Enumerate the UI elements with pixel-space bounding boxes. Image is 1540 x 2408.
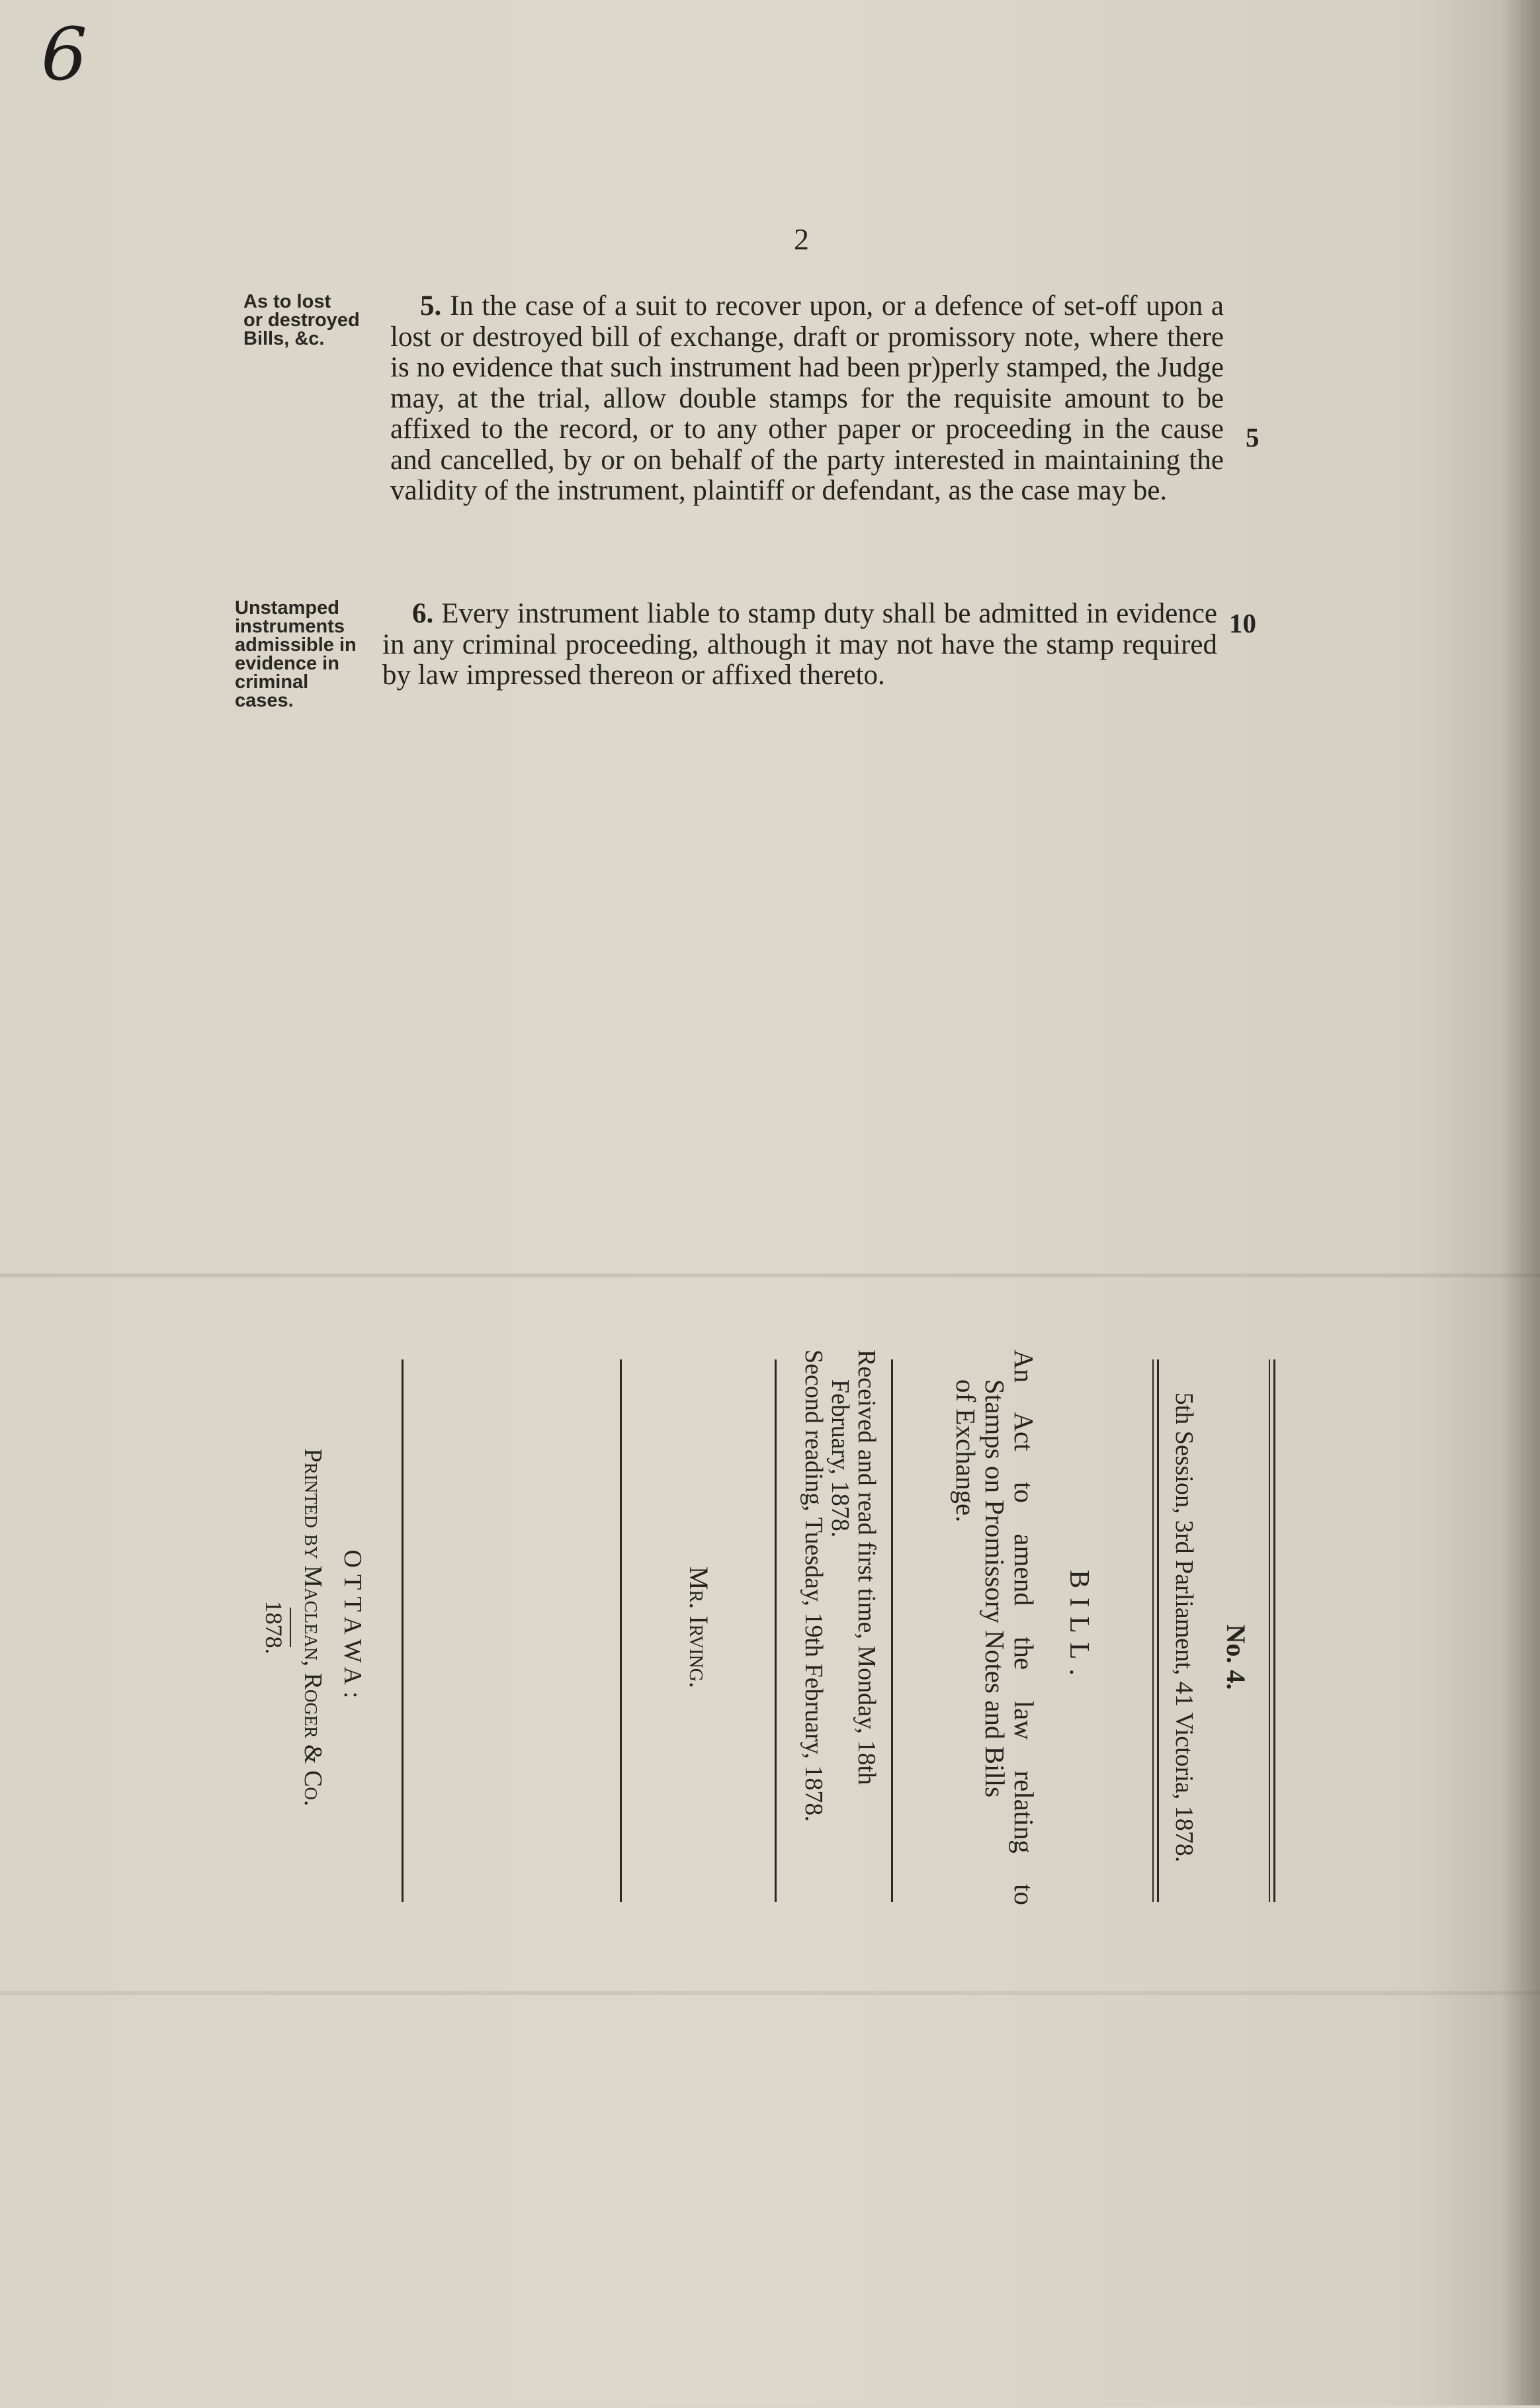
- section-text: Every instrument liable to stamp duty shall be admitted in evidence in any criminal proceeding, although it may not have the stamp required by law impressed thereon or affixed thereto.: [382, 598, 1217, 691]
- rule: [1273, 1359, 1275, 1902]
- margin-note-line: Bills, &c.: [243, 328, 325, 349]
- member-name: Mr. Irving.: [684, 1567, 714, 1688]
- bill-number: No. 4.: [1221, 1624, 1251, 1690]
- place: OTTAWA:: [339, 1549, 366, 1705]
- corner-handwritten-mark: 6: [41, 12, 87, 97]
- line-number-5: 5: [1246, 422, 1260, 452]
- margin-note-line: cases.: [235, 690, 294, 711]
- section-text: In the case of a suit to recover upon, or a defence of set-off upon a lost or destroyed bill of exchange, draft or promissory note, where there is no evidence that such instrument had been pr)perly stamped, the Judge may, at the trial, allow double stamps for the requisite amount to be affixed to the record, or to any other paper or proceeding in the cause and cancelled, by or on behalf of the party interested in maintaining the validity of the instrument, plaintiff or defendant, as the case may be.: [390, 290, 1224, 506]
- session-line: 5th Session, 3rd Parliament, 41 Victoria, 1878.: [1170, 1392, 1198, 1863]
- section-number: 5.: [420, 290, 442, 322]
- bill-title: [951, 1336, 1039, 1918]
- rule: [1157, 1359, 1159, 1902]
- back-cover: [212, 1336, 1251, 2408]
- margin-note-line: evidence in: [235, 653, 339, 674]
- margin-note-line: admissible in: [235, 634, 357, 656]
- margin-note-line: instruments: [235, 616, 345, 637]
- section-6-paragraph: [382, 599, 1217, 691]
- reading-line: Second reading, Tuesday, 19th February, 1878.: [800, 1350, 828, 1822]
- back-cover-rotated: [212, 1336, 1283, 1918]
- bill-title-line: of Exchange.: [951, 1379, 981, 1523]
- bill-title-line: An Act to amend the law relating to: [1009, 1350, 1039, 1905]
- paper-fold: [0, 1273, 1540, 1277]
- margin-note-line: criminal: [235, 671, 309, 693]
- margin-note-line: Unstamped: [235, 597, 339, 619]
- reading-line: Received and read first time, Monday, 18th: [853, 1350, 880, 1785]
- rule: [1269, 1359, 1270, 1902]
- page-edge-shadow: [1502, 0, 1540, 2405]
- reading-record: [800, 1336, 880, 1918]
- margin-note-section-6: [235, 599, 357, 710]
- margin-note-section-5: [243, 292, 360, 348]
- rule: [620, 1359, 622, 1902]
- margin-note-line: As to lost: [243, 291, 331, 312]
- year: 1878.: [261, 1600, 287, 1655]
- bill-title-line: Stamps on Promissory Notes and Bills: [980, 1379, 1010, 1798]
- rule: [891, 1359, 893, 1902]
- rule: [775, 1359, 777, 1902]
- section-number: 6.: [412, 598, 434, 629]
- reading-line: February, 1878.: [826, 1379, 854, 1538]
- rule: [290, 1608, 291, 1647]
- page-number: 2: [794, 222, 809, 256]
- printer: Printed by Maclean, Roger & Co.: [299, 1448, 327, 1807]
- line-number-10: 10: [1229, 608, 1256, 638]
- margin-note-line: or destroyed: [243, 310, 360, 331]
- bill-heading: BILL.: [1064, 1570, 1094, 1685]
- rule: [1152, 1359, 1154, 1902]
- section-5-paragraph: [390, 291, 1224, 507]
- rule: [402, 1359, 404, 1902]
